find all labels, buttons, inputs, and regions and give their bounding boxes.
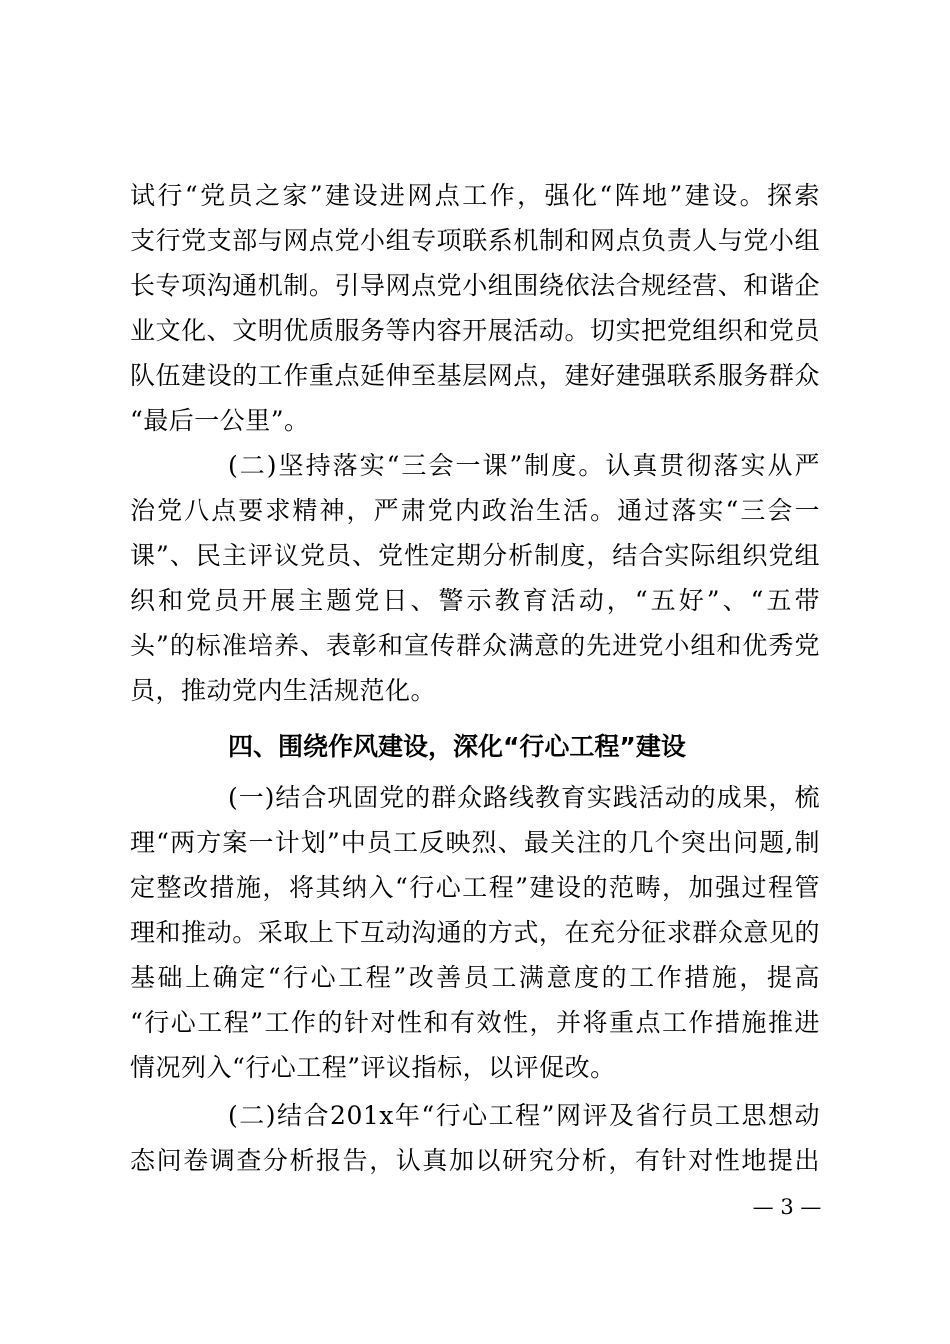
paragraph-2-line-4: 织和党员开展主题党日、警示教育活动，“五好”、“五带: [130, 586, 820, 615]
paragraph-2-line-3: 课”、民主评议党员、党性定期分析制度，结合实际组织党组: [130, 541, 820, 570]
paragraph-3-line-4: 理和推动。采取上下互动沟通的方式，在充分征求群众意见的: [130, 918, 820, 947]
paragraph-3-line-7: 情况列入“行心工程”评议指标，以评促改。: [130, 1053, 616, 1082]
paragraph-1-line-4: 业文化、文明优质服务等内容开展活动。切实把党组织和党员: [130, 316, 820, 345]
paragraph-3-line-6: “行心工程”工作的针对性和有效性，并将重点工作措施推进: [130, 1008, 820, 1037]
section-heading: 四、围绕作风建设，深化“行心工程”建设: [228, 732, 686, 761]
paragraph-1-line-1: 试行“党员之家”建设进网点工作，强化“阵地”建设。探索: [130, 181, 820, 210]
paragraph-3-line-2: 理“两方案一计划”中员工反映烈、最关注的几个突出问题,制: [130, 828, 820, 857]
paragraph-2-line-6: 员，推动党内生活规范化。: [130, 676, 437, 705]
paragraph-2-line-1: (二)坚持落实“三会一课”制度。认真贯彻落实从严: [228, 451, 820, 480]
paragraph-2-line-5: 头”的标准培养、表彰和宣传群众满意的先进党小组和优秀党: [130, 631, 820, 660]
paragraph-3-line-3: 定整改措施，将其纳入“行心工程”建设的范畴，加强过程管: [130, 873, 820, 902]
page-number: — 3 —: [752, 1195, 822, 1219]
paragraph-1-line-6: “最后一公里”。: [130, 406, 310, 435]
paragraph-3-line-5: 基础上确定“行心工程”改善员工满意度的工作措施，提高: [130, 963, 820, 992]
paragraph-1-line-5: 队伍建设的工作重点延伸至基层网点，建好建强联系服务群众: [130, 361, 820, 390]
paragraph-1-line-2: 支行党支部与网点党小组专项联系机制和网点负责人与党小组: [130, 226, 820, 255]
paragraph-4-line-1: (二)结合201x年“行心工程”网评及省行员工思想动: [228, 1101, 820, 1130]
paragraph-1-line-3: 长专项沟通机制。引导网点党小组围绕依法合规经营、和谐企: [130, 271, 820, 300]
paragraph-2-line-2: 治党八点要求精神，严肃党内政治生活。通过落实“三会一: [130, 496, 820, 525]
paragraph-3-line-1: (一)结合巩固党的群众路线教育实践活动的成果，梳: [228, 783, 820, 812]
paragraph-4-line-2: 态问卷调查分析报告，认真加以研究分析，有针对性地提出: [130, 1146, 820, 1175]
